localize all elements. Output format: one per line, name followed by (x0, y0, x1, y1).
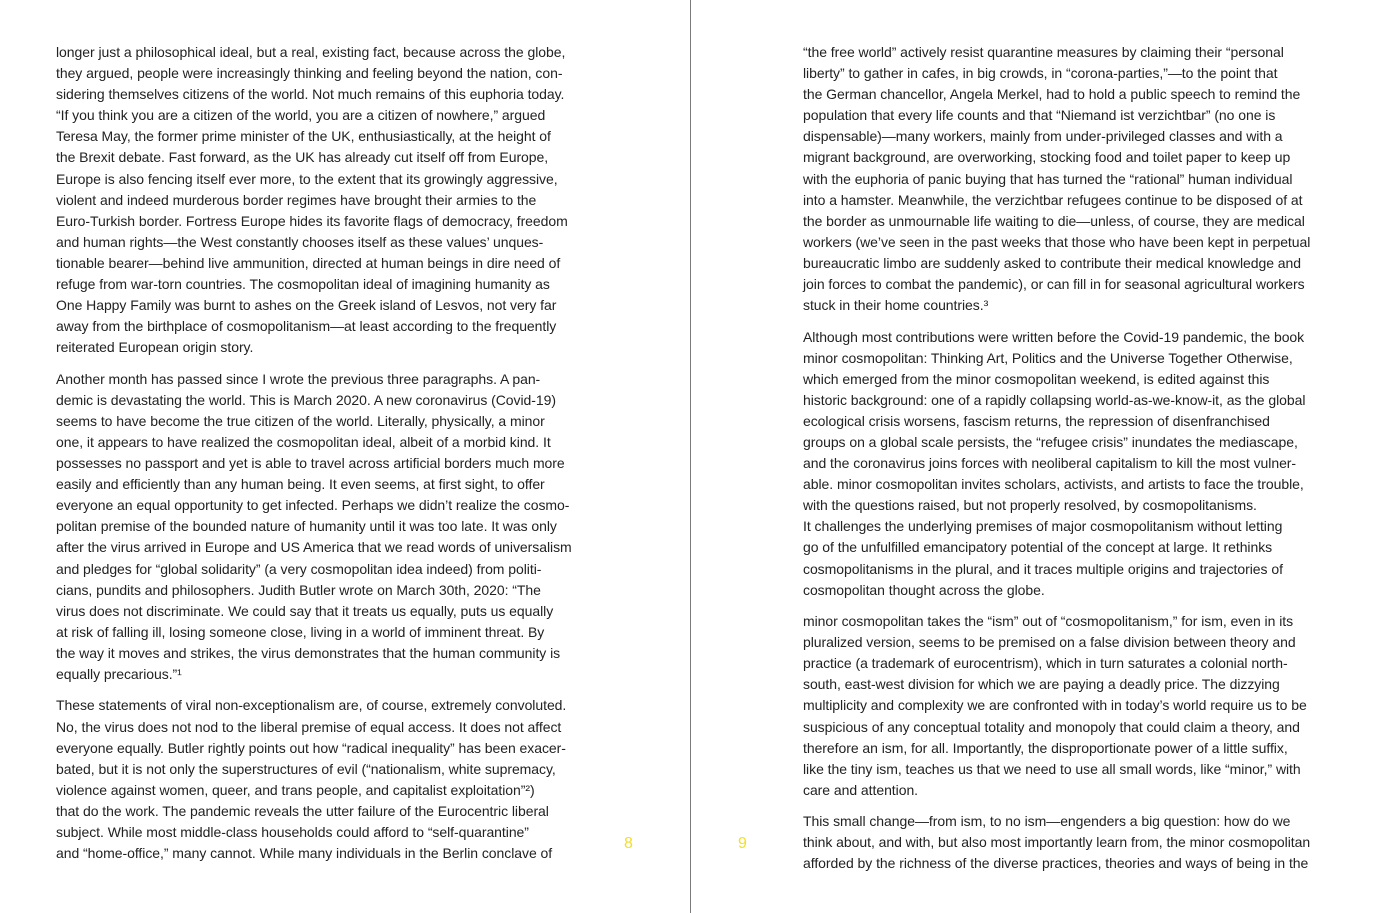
text-line (56, 126, 584, 147)
text-line (803, 147, 1331, 168)
italic-text-run: ism (876, 760, 898, 777)
text-run: afforded by the richness of the diverse practices, theories and ways of being in the (803, 855, 1309, 872)
italic-text-run: minor cosmopolitan (836, 476, 958, 493)
text-line (56, 390, 584, 411)
text-line (803, 190, 1331, 211)
text-run: cosmopolitanisms in the plural, and it traces multiple origins and trajectories of (803, 560, 1283, 577)
text-line (56, 664, 584, 685)
text-run: suspicious of any conceptual totality and monopoly that could claim a theory, and (803, 718, 1300, 735)
text-line (803, 611, 1331, 632)
text-run: equally precarious.”¹ (56, 666, 182, 683)
text-run: liberty” to gather in cafes, in big crowds, in “corona-parties,”—to the point that (803, 65, 1278, 82)
text-line (56, 537, 584, 558)
text-run: , teaches us that we need to use all small words, like “minor,” with (897, 760, 1301, 777)
text-run: which emerged from the (803, 370, 956, 387)
text-line (803, 232, 1331, 253)
text-line (803, 432, 1331, 453)
text-run: cosmopolitan thought across the globe. (803, 581, 1045, 598)
italic-text-run: ism (881, 739, 904, 756)
text-run: join forces to combat the pandemic), or can fill in for seasonal agricultural workers (803, 276, 1305, 293)
text-line (56, 63, 584, 84)
text-line (56, 738, 584, 759)
text-run: and the coronavirus joins forces with neoliberal capitalism to kill the most vulner- (803, 455, 1297, 472)
text-line (56, 42, 584, 63)
text-run: away from the birthplace of cosmopolitanism—at least according to the frequently (56, 318, 557, 335)
text-line (56, 147, 584, 168)
text-run: , even in its (1222, 613, 1294, 630)
text-line (56, 843, 584, 864)
text-run: , (1288, 349, 1293, 366)
text-line (803, 632, 1331, 653)
text-line (803, 327, 1331, 348)
text-run: at risk of falling ill, losing someone close, living in a world of imminent threat. By (56, 623, 545, 640)
text-line (803, 516, 1331, 537)
text-run: , is edited against this (1135, 370, 1270, 387)
text-run: “the free world” actively resist quarantine measures by claiming their “personal (803, 44, 1284, 60)
text-run: after the virus arrived in Europe and US America that we read words of universalism (56, 539, 572, 556)
right-page-number: 9 (738, 835, 747, 852)
text-run: south, east-west division for which we are paying a deadly price. The dizzying (803, 676, 1280, 693)
text-run: , for all. Importantly, the disproportionate power of a little suffix, (903, 739, 1288, 756)
text-line (803, 211, 1331, 232)
text-run: and “home-office,” many cannot. While many individuals in the Berlin conclave of (56, 845, 553, 862)
text-line (56, 232, 584, 253)
text-run: groups on a global scale persists, the “refugee crisis” inundates the mediascape, (803, 433, 1298, 450)
text-line (803, 369, 1331, 390)
text-run: violent and indeed murderous border regimes have brought their armies to the (56, 191, 537, 208)
text-line (56, 643, 584, 664)
text-line (56, 316, 584, 337)
text-line (56, 169, 584, 190)
text-line (803, 759, 1331, 780)
text-run: with the euphoria of panic buying that has turned the “rational” human individual (803, 170, 1293, 187)
text-run: politan premise of the bounded nature of humanity until it was too late. It was only (56, 518, 557, 535)
text-run: stuck in their home countries.³ (803, 297, 989, 314)
text-run: into a hamster. Meanwhile, the verzichtbar refugees continue to be disposed of at (803, 191, 1303, 208)
text-run: refuge from war-torn countries. The cosmopolitan ideal of imagining humanity as (56, 276, 550, 293)
text-run: virus does not discriminate. We could say that it treats us equally, puts us equally (56, 602, 554, 619)
text-run: the way it moves and strikes, the virus demonstrates that the human community is (56, 644, 561, 661)
text-run: Europe is also fencing itself ever more, to the extent that its growingly aggressive, (56, 170, 558, 187)
text-line (803, 537, 1331, 558)
text-line (56, 822, 584, 843)
italic-text-run: ism (960, 813, 983, 830)
text-run: able. (803, 476, 837, 493)
italic-text-run: minor cosmopolitan (803, 613, 924, 630)
text-run: and pledges for “global solidarity” (a very cosmopolitan idea indeed) from politi- (56, 560, 542, 577)
text-line (56, 516, 584, 537)
right-page-paragraph (803, 327, 1331, 601)
text-run: “If you think you are a citizen of the world, you are a citizen of nowhere,” argued (56, 107, 546, 124)
text-run: possesses no passport and yet is able to travel across artificial borders much more (56, 455, 565, 472)
left-page-paragraph (56, 42, 584, 358)
text-line (803, 295, 1331, 316)
text-line (803, 853, 1331, 874)
text-line (803, 348, 1331, 369)
text-line (803, 105, 1331, 126)
text-run: tionable bearer—behind live ammunition, directed at human beings in dire need of (56, 254, 561, 271)
text-run: seems to have become the true citizen of the world. Literally, physically, a (56, 412, 510, 429)
text-line (803, 390, 1331, 411)
text-line (803, 695, 1331, 716)
text-run: bated, but it is not only the superstructures of evil (“nationalism, white supremacy, (56, 760, 556, 777)
text-run: subject. While most middle-class households could afford to “self-quarantine” (56, 823, 529, 840)
text-run: everyone an equal opportunity to get infected. Perhaps we didn’t realize the cosmo- (56, 497, 570, 514)
text-line (56, 759, 584, 780)
text-run: dispensable)—many workers, mainly from under-privileged classes and with a (803, 128, 1283, 145)
text-line (803, 63, 1331, 84)
text-run: go of the unfulfilled emancipatory potential of the concept at large. It rethinks (803, 539, 1273, 556)
text-run: No, the virus does not nod to the liberal premise of equal access. It does not affect (56, 718, 562, 735)
text-line (803, 411, 1331, 432)
text-line (803, 738, 1331, 759)
text-line (803, 580, 1331, 601)
text-run: cians, pundits and philosophers. Judith Butler wrote on March 30th, 2020: “The (56, 581, 541, 598)
text-run: longer just a philosophical ideal, but a real, existing fact, because across the globe, (56, 44, 566, 60)
text-line (803, 453, 1331, 474)
text-line (56, 84, 584, 105)
text-line (56, 580, 584, 601)
text-run: migrant background, are overworking, stocking food and toilet paper to keep up (803, 149, 1291, 166)
text-line (803, 253, 1331, 274)
text-run: reiterated European origin story. (56, 339, 254, 356)
text-run: Although most contributions were written before the Covid-19 pandemic, the book (803, 328, 1305, 345)
text-run: demic is devastating the world. This is March 2020. A new coronavirus (Covid-19) (56, 391, 556, 408)
text-run: historic background: one of a rapidly collapsing world-as-we-know-it, as the global (803, 391, 1306, 408)
text-run: practice (a trademark of eurocentrism), which in turn saturates a colonial north- (803, 655, 1288, 672)
italic-text-run: One Happy Family (56, 297, 172, 314)
text-line (56, 559, 584, 580)
text-line (56, 474, 584, 495)
text-run: invites scholars, activists, and artists to face the trouble, (957, 476, 1304, 493)
right-page-paragraph (803, 42, 1331, 316)
left-page-text (56, 42, 584, 874)
text-run: easily and efficiently than any human being. It even seems, at first sight, to offer (56, 476, 545, 493)
text-run: This small change—from (803, 813, 961, 830)
text-run: and human rights—the West constantly chooses itself as these values’ unques- (56, 233, 544, 250)
text-line (56, 622, 584, 643)
text-line (56, 717, 584, 738)
text-line (803, 274, 1331, 295)
text-run: bureaucratic limbo are suddenly asked to contribute their medical knowledge and (803, 254, 1302, 271)
text-line (803, 474, 1331, 495)
italic-text-run: ism (1201, 613, 1223, 630)
text-line (803, 495, 1331, 516)
text-run: think about, and with, but also most importantly learn from, the minor cosmopolitan (803, 834, 1311, 851)
left-page-paragraph (56, 369, 584, 685)
text-line (56, 495, 584, 516)
text-line (803, 811, 1331, 832)
text-run: —engenders a big question: how do we (1046, 813, 1291, 830)
text-line (803, 169, 1331, 190)
text-run: care and attention. (803, 781, 919, 798)
text-line (803, 84, 1331, 105)
left-page-number: 8 (624, 835, 633, 852)
text-line (56, 601, 584, 622)
text-line (56, 695, 584, 716)
text-run: ecological crisis worsens, fascism returns, the repression of disenfranchised (803, 412, 1270, 429)
text-line (56, 369, 584, 390)
text-run: It challenges the underlying premises of major cosmopolitanism without letting (803, 518, 1283, 535)
text-run: violence against women, queer, and trans people, and capitalist exploitation”²) (56, 781, 535, 798)
right-page-paragraph (803, 611, 1331, 801)
text-line (803, 674, 1331, 695)
text-run: was burnt to ashes on the Greek island of Lesvos, not very far (171, 297, 557, 314)
text-line (803, 126, 1331, 147)
text-line (56, 295, 584, 316)
text-run: therefore an (803, 739, 882, 756)
text-line (56, 337, 584, 358)
text-line (803, 832, 1331, 853)
text-run: workers (we’ve seen in the past weeks that those who have been kept in perpetual (803, 233, 1311, 250)
text-run: Teresa May, the former prime minister of the UK, enthusiastically, at the height of (56, 128, 551, 145)
text-line (56, 801, 584, 822)
text-run: These statements of viral non-exceptionalism are, of course, extremely convoluted. (56, 697, 567, 714)
text-line (803, 653, 1331, 674)
page-gutter-divider (690, 0, 691, 913)
text-run: everyone equally. Butler rightly points out how “radical inequality” has been exacer- (56, 739, 566, 756)
text-run: the Brexit debate. Fast forward, as the UK has already cut itself off from Europe, (56, 149, 549, 166)
text-run: takes the “ism” out of “cosmopolitanism,” for (923, 613, 1202, 630)
italic-text-run: ism (1024, 813, 1047, 830)
text-run: they argued, people were increasingly thinking and feeling beyond the nation, con- (56, 65, 563, 82)
text-line (56, 105, 584, 126)
text-run: pluralized version, seems to be premised on a false division between theory and (803, 634, 1296, 651)
text-run: the German chancellor, Angela Merkel, had to hold a public speech to remind the (803, 86, 1301, 103)
text-run: Euro-Turkish border. Fortress Europe hides its favorite flags of democracy, freedom (56, 212, 568, 229)
text-line (56, 780, 584, 801)
text-run: that do the work. The pandemic reveals the utter failure of the Eurocentric liberal (56, 802, 549, 819)
text-run: sidering themselves citizens of the world. Not much remains of this euphoria today. (56, 86, 565, 103)
text-line (56, 190, 584, 211)
text-line (56, 411, 584, 432)
text-run: one, it appears to have realized the cosmopolitan ideal, albeit of a morbid kind. It (56, 433, 551, 450)
text-run: Another month has passed since I wrote the previous three paragraphs. A pan- (56, 370, 541, 387)
text-line (803, 559, 1331, 580)
italic-text-run: minor cosmopolitan: Thinking Art, Politics and the Universe Together Otherwise (803, 349, 1289, 366)
text-run: population that every life counts and that “Niemand ist verzichtbar” (no one is (803, 107, 1276, 124)
text-line (56, 432, 584, 453)
text-run: like the tiny (803, 760, 877, 777)
italic-text-run: minor (509, 412, 545, 429)
text-line (56, 211, 584, 232)
text-run: with the questions raised, but not properly resolved, by cosmopolitanisms. (803, 497, 1257, 514)
text-line (56, 274, 584, 295)
text-run: multiplicity and complexity we are confronted with in today’s world require us to be (803, 697, 1307, 714)
text-line (803, 42, 1331, 63)
text-run: the border as unmournable life waiting to die—unless, of course, they are medical (803, 212, 1305, 229)
text-line (803, 780, 1331, 801)
text-run: , to no (982, 813, 1025, 830)
right-page-text (803, 42, 1331, 885)
left-page-paragraph (56, 695, 584, 864)
text-line (803, 717, 1331, 738)
text-line (56, 253, 584, 274)
text-line (56, 453, 584, 474)
italic-text-run: minor cosmopolitan weekend (955, 370, 1136, 387)
right-page-paragraph (803, 811, 1331, 874)
